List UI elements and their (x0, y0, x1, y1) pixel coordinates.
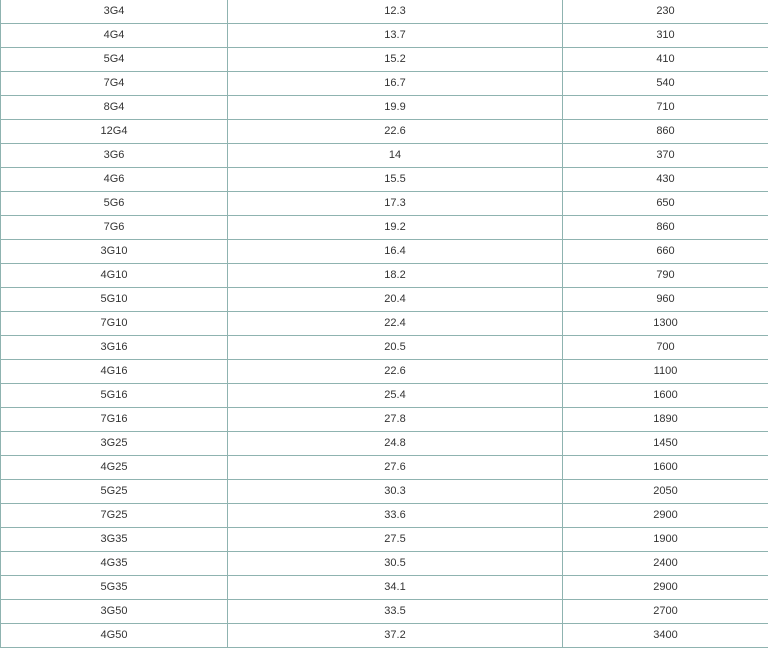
cell-size: 4G25 (1, 456, 228, 480)
cell-size: 7G16 (1, 408, 228, 432)
table-row (1, 480, 768, 504)
table-row (1, 72, 768, 96)
cell-size: 5G25 (1, 480, 228, 504)
cell-weight: 860 (563, 216, 768, 240)
cell-size: 3G35 (1, 528, 228, 552)
cell-outer-diameter: 24.8 (228, 432, 563, 456)
cell-size: 4G4 (1, 24, 228, 48)
cell-size: 7G6 (1, 216, 228, 240)
table-row (1, 336, 768, 360)
cell-outer-diameter: 19.2 (228, 216, 563, 240)
cell-outer-diameter: 13.7 (228, 24, 563, 48)
cell-weight: 650 (563, 192, 768, 216)
table-row (1, 24, 768, 48)
table-row (1, 528, 768, 552)
table-row (1, 288, 768, 312)
cell-weight: 370 (563, 144, 768, 168)
cell-outer-diameter: 22.6 (228, 360, 563, 384)
cell-weight: 2900 (563, 576, 768, 600)
cell-size: 5G6 (1, 192, 228, 216)
cell-size: 5G10 (1, 288, 228, 312)
table-row (1, 624, 768, 648)
cell-outer-diameter: 15.2 (228, 48, 563, 72)
cell-weight: 1100 (563, 360, 768, 384)
table-body (1, 0, 768, 648)
cell-weight: 230 (563, 0, 768, 24)
cell-outer-diameter: 30.5 (228, 552, 563, 576)
table-row (1, 48, 768, 72)
table-row (1, 312, 768, 336)
cell-outer-diameter: 17.3 (228, 192, 563, 216)
cell-outer-diameter: 33.6 (228, 504, 563, 528)
cell-weight: 960 (563, 288, 768, 312)
cell-weight: 710 (563, 96, 768, 120)
cell-outer-diameter: 30.3 (228, 480, 563, 504)
table-row (1, 144, 768, 168)
cell-size: 5G4 (1, 48, 228, 72)
table-row (1, 216, 768, 240)
cell-weight: 2400 (563, 552, 768, 576)
table-row (1, 504, 768, 528)
cell-weight: 2900 (563, 504, 768, 528)
table-row (1, 432, 768, 456)
cell-outer-diameter: 22.6 (228, 120, 563, 144)
cell-outer-diameter: 16.4 (228, 240, 563, 264)
table-row (1, 120, 768, 144)
cell-outer-diameter: 20.5 (228, 336, 563, 360)
cell-weight: 1600 (563, 456, 768, 480)
cell-outer-diameter: 25.4 (228, 384, 563, 408)
cell-outer-diameter: 20.4 (228, 288, 563, 312)
cell-outer-diameter: 12.3 (228, 0, 563, 24)
table-row (1, 96, 768, 120)
table-row (1, 408, 768, 432)
cell-weight: 660 (563, 240, 768, 264)
cell-weight: 410 (563, 48, 768, 72)
cell-size: 3G50 (1, 600, 228, 624)
cell-weight: 1300 (563, 312, 768, 336)
cell-size: 7G25 (1, 504, 228, 528)
cell-size: 4G10 (1, 264, 228, 288)
cell-size: 5G16 (1, 384, 228, 408)
cell-weight: 860 (563, 120, 768, 144)
table-row (1, 168, 768, 192)
cell-weight: 2050 (563, 480, 768, 504)
cell-outer-diameter: 16.7 (228, 72, 563, 96)
cell-size: 3G10 (1, 240, 228, 264)
cell-size: 4G6 (1, 168, 228, 192)
cell-weight: 2700 (563, 600, 768, 624)
table-row (1, 0, 768, 24)
cell-size: 4G16 (1, 360, 228, 384)
cell-outer-diameter: 27.6 (228, 456, 563, 480)
table-row (1, 552, 768, 576)
cell-outer-diameter: 19.9 (228, 96, 563, 120)
cell-weight: 1450 (563, 432, 768, 456)
cell-size: 3G6 (1, 144, 228, 168)
table-row (1, 600, 768, 624)
cell-size: 4G35 (1, 552, 228, 576)
cell-outer-diameter: 22.4 (228, 312, 563, 336)
cell-weight: 3400 (563, 624, 768, 648)
cell-outer-diameter: 37.2 (228, 624, 563, 648)
cell-outer-diameter: 34.1 (228, 576, 563, 600)
cell-outer-diameter: 27.8 (228, 408, 563, 432)
table-row (1, 360, 768, 384)
cell-size: 5G35 (1, 576, 228, 600)
cell-weight: 430 (563, 168, 768, 192)
cell-weight: 540 (563, 72, 768, 96)
cell-size: 3G25 (1, 432, 228, 456)
cell-size: 3G16 (1, 336, 228, 360)
cell-outer-diameter: 27.5 (228, 528, 563, 552)
cell-size: 3G4 (1, 0, 228, 24)
table-row (1, 456, 768, 480)
cell-size: 12G4 (1, 120, 228, 144)
table-row (1, 264, 768, 288)
cell-weight: 700 (563, 336, 768, 360)
cell-size: 7G4 (1, 72, 228, 96)
table-row (1, 576, 768, 600)
cell-outer-diameter: 18.2 (228, 264, 563, 288)
cell-weight: 310 (563, 24, 768, 48)
cell-outer-diameter: 33.5 (228, 600, 563, 624)
cell-size: 7G10 (1, 312, 228, 336)
table-row (1, 384, 768, 408)
cell-outer-diameter: 15.5 (228, 168, 563, 192)
cell-weight: 1900 (563, 528, 768, 552)
cell-outer-diameter: 14 (228, 144, 563, 168)
cell-weight: 1600 (563, 384, 768, 408)
cell-weight: 790 (563, 264, 768, 288)
cell-size: 8G4 (1, 96, 228, 120)
table-row (1, 240, 768, 264)
table-row (1, 192, 768, 216)
cell-size: 4G50 (1, 624, 228, 648)
cell-weight: 1890 (563, 408, 768, 432)
